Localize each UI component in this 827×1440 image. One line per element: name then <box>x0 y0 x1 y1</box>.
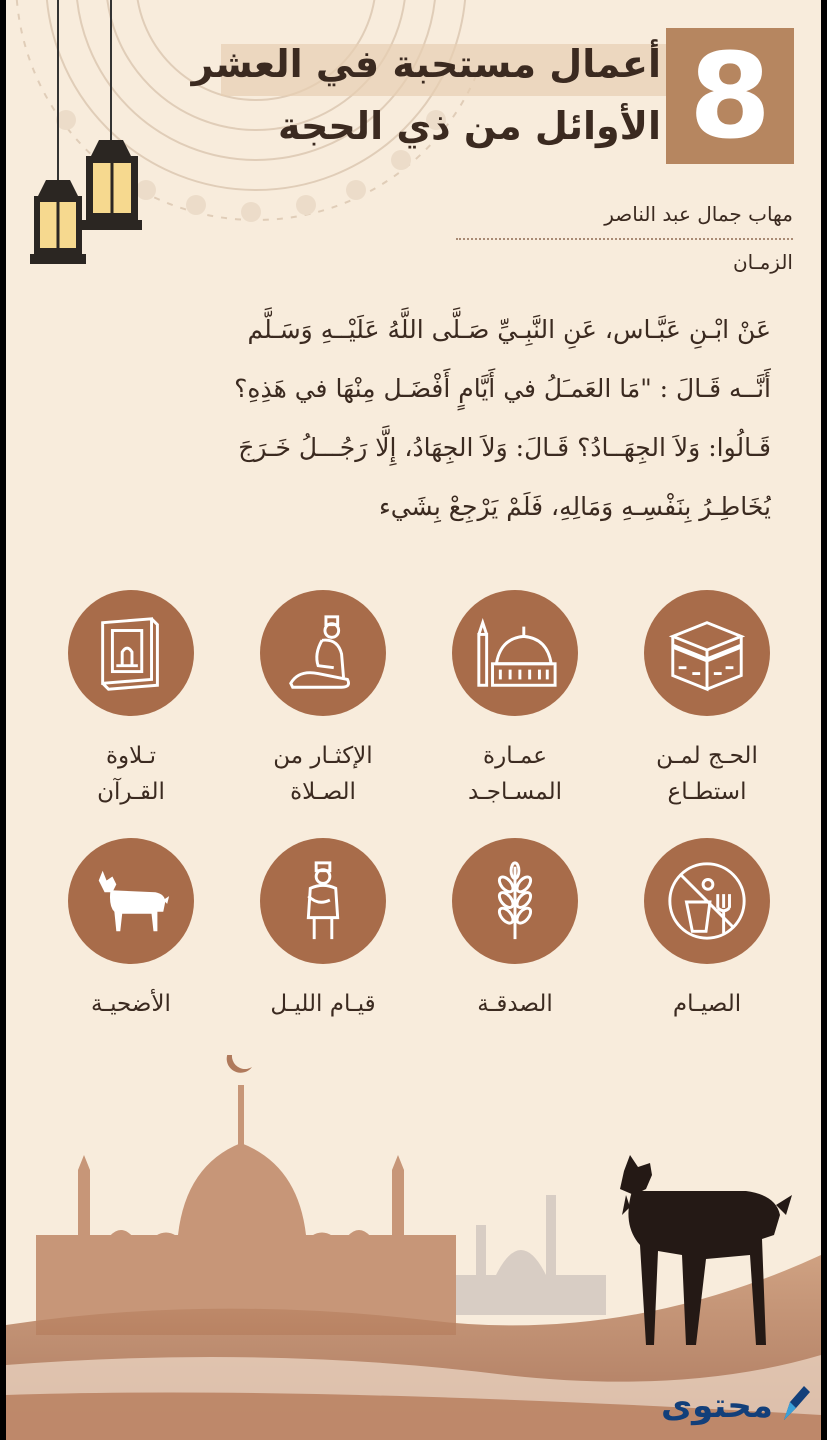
author-name: مهاب جمال عبد الناصر <box>604 202 793 226</box>
hadith-line: قَـالُوا: وَلاَ الجِهَــادُ؟ قَـالَ: وَلاَ الجِهَادُ، إِلَّا رَجُـــلُ خَـرَجَ <box>238 433 771 462</box>
title-number: 8 <box>688 27 772 165</box>
dotted-divider <box>456 238 793 240</box>
wheat-icon <box>471 857 559 945</box>
quran-icon <box>87 609 175 697</box>
item-charity <box>420 838 610 1022</box>
kaaba-icon <box>663 609 751 697</box>
item-label: الإكثـار من الصـلاة <box>273 743 373 805</box>
goat-icon <box>87 857 175 945</box>
item-circle <box>68 590 194 716</box>
infographic-canvas <box>6 0 821 1440</box>
item-label: الصيـام <box>672 991 742 1017</box>
lanterns-icon <box>16 0 166 280</box>
item-label: عمـارة المسـاجـد <box>468 743 562 805</box>
fasting-icon <box>663 857 751 945</box>
item-quran <box>36 590 226 810</box>
title-line-1: أعمال مستحبة في العشر <box>191 42 661 86</box>
source-name: الزمـان <box>732 250 793 274</box>
title-number-box <box>666 28 794 164</box>
mosque-icon <box>471 609 559 697</box>
item-circle <box>644 838 770 964</box>
site-logo: محتوى <box>661 1386 773 1426</box>
hadith-text <box>46 300 771 536</box>
pen-icon <box>776 1380 812 1424</box>
item-label: الأضحيـة <box>91 991 171 1017</box>
item-sacrifice <box>36 838 226 1022</box>
item-circle <box>68 838 194 964</box>
hadith-line: يُخَاطِـرُ بِنَفْسِـهِ وَمَالِهِ، فَلَمْ يَرْجِعْ بِشَيء <box>378 492 771 521</box>
item-prayer <box>228 590 418 810</box>
item-circle <box>644 590 770 716</box>
item-label: قيـام الليـل <box>270 991 376 1017</box>
hadith-line: أَنَّــه قَـالَ : "مَا العَمـَلُ في أَيَّامٍ أَفْضَـل مِنْهَا في هَذِهِ؟ <box>234 374 771 403</box>
item-circle <box>260 590 386 716</box>
item-mosques <box>420 590 610 810</box>
item-hajj <box>612 590 802 810</box>
item-label: الصدقـة <box>477 991 553 1017</box>
title-line-2: الأوائل من ذي الحجة <box>277 104 661 148</box>
item-label: تـلاوة القـرآن <box>97 743 165 805</box>
item-circle <box>260 838 386 964</box>
item-fasting <box>612 838 802 1022</box>
hadith-line: عَنْ ابْـنِ عَبَّـاس، عَنِ النَّبِـيِّ صَـلَّى اللَّهُ عَلَيْــهِ وَسَـلَّم <box>247 315 771 344</box>
mosque-skyline-icon <box>6 1055 821 1440</box>
item-circle <box>452 838 578 964</box>
item-label: الحـج لمـن استطـاع <box>656 743 758 805</box>
standing-prayer-icon <box>279 857 367 945</box>
prayer-icon <box>279 609 367 697</box>
item-circle <box>452 590 578 716</box>
item-night-prayer <box>228 838 418 1022</box>
